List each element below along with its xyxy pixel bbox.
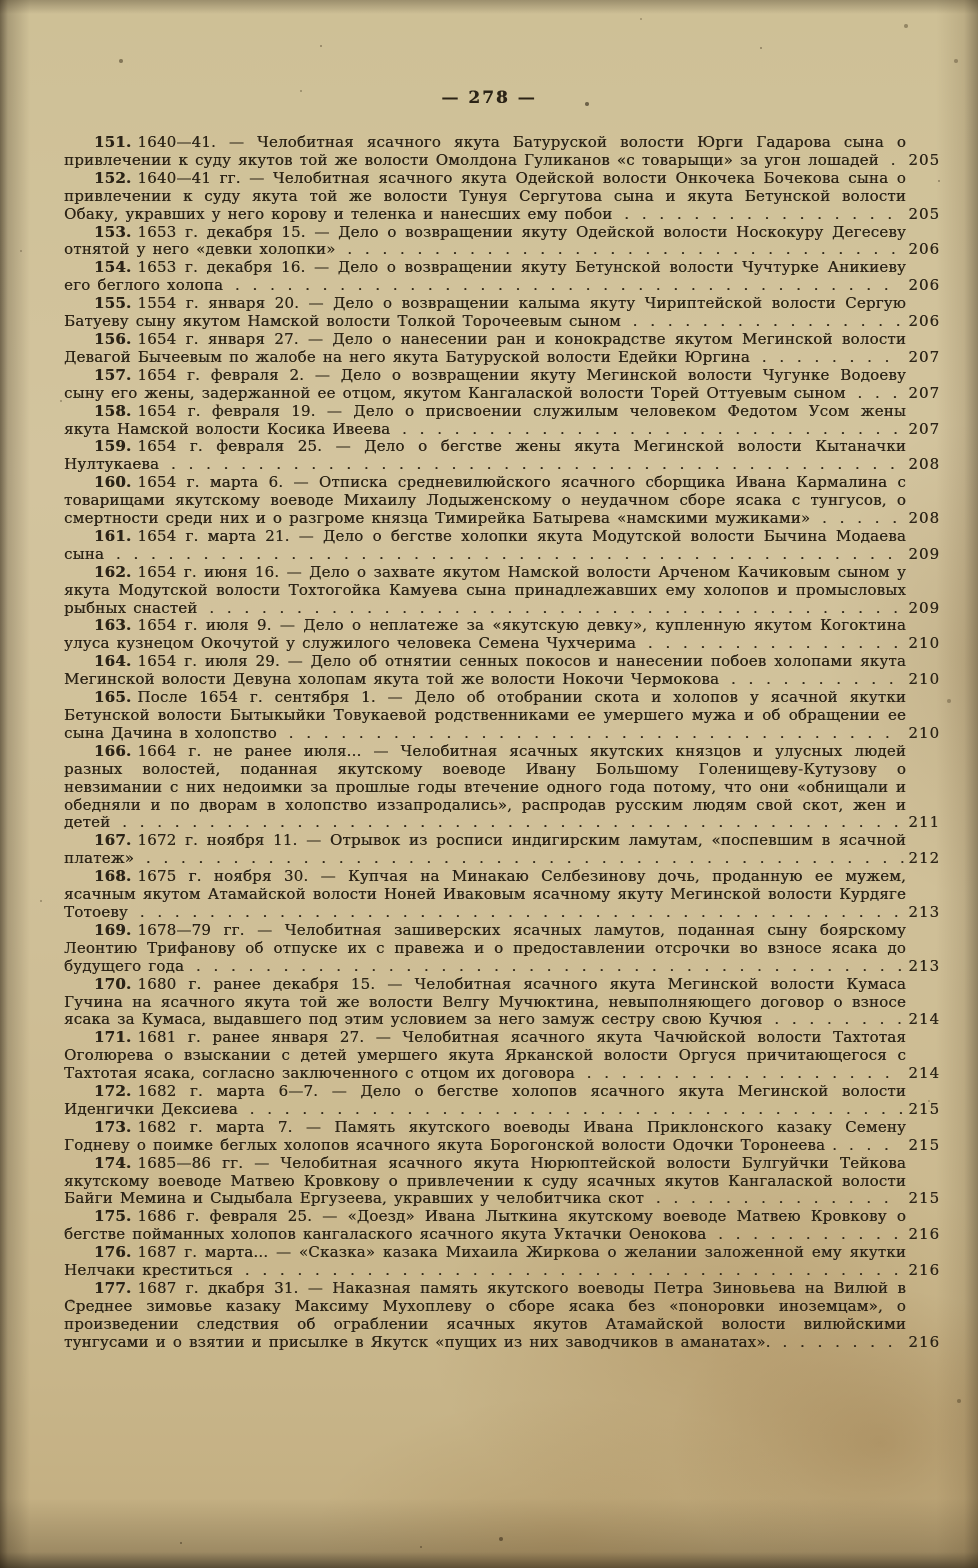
entry-number: 174. [94,1153,132,1172]
entry-text: 1654 г. июля 29. — Дело об отнятии сенных покосов и нанесении побоев холопами якута Мегинской волости Девуна холопам якута той же волости Нокочи Чермокова [64,652,906,689]
entry-page-ref: 216 [908,1225,940,1244]
entry-text: 1654 г. июля 9. — Дело о неплатеже за «якутскую девку», купленную якутом Когоктина улуса кузнецом Окочутой у служилого человека Семена Чухчерима [64,616,906,653]
entry-text: 1640—41. — Челобитная ясачного якута Батуруской волости Юрги Гадарова сына о привлечении к суду якутов той же волости Омолдона Гуликанов «с товарыщи» за угон лошадей [64,133,906,169]
toc-entry [64,403,940,439]
dot-leader: . . . . . . . . . . . . . . . . . . . . . . . . . . . . . . . . . . . . . . [223,276,890,295]
entry-number: 172. [94,1082,132,1101]
dot-leader: . . . . . . . . . . . . . . . . . . . . . . . . . . . . . . . . [335,240,897,259]
entry-text: 1672 г. ноября 11. — Отрывок из росписи индигирским ламутам, «поспевшим в ясачной платеж» [64,831,906,868]
dot-leader: . . . . . . . . . . . . . . . . . . . . . . . . . . . . . . . . . . . . . . [237,1099,905,1118]
dot-leader: . . . . . [810,509,898,528]
entry-number: 157. [94,365,132,384]
entry-text: 1686 г. февраля 25. — «Доезд» Ивана Лыткина якутскому воеводе Матвею Кровкову о бегстве пойманных холопов кангалаского ясачного якута Уктачки Оенокова [64,1207,906,1244]
toc-entry [64,1155,940,1209]
entry-number: 160. [94,473,132,492]
entry-page-ref: 207 [908,347,940,366]
entry-text: 1681 г. ранее января 27. — Челобитная ясачного якута Чачюйской волости Тахтотая Оголюрева о взыскании с детей умершего якута Ярканской волости Оргуся причитающегося с Тахтотая ясака, согласно заключенного с отцом их договора [64,1028,906,1083]
entry-number: 176. [94,1243,132,1262]
toc-entry [64,259,940,295]
entry-number: 161. [94,526,132,545]
page-number-label: — 278 — [441,88,537,108]
entry-page-ref: 216 [908,1332,940,1351]
toc-entry [64,653,940,689]
entry-number: 158. [94,401,132,420]
entry-text: 1682 г. марта 6—7. — Дело о бегстве холопов ясачного якута Мегинской волости Иденгички Дексиева [64,1082,906,1118]
dot-leader: . . . [837,1135,890,1154]
toc-entry [64,331,940,367]
entry-text: 1675 г. ноября 30. — Купчая на Минакаю Селбезинову дочь, проданную ее мужем, ясачным якутом Атамайской волости Ноней Иваковым ясачному якуту Мегинской волости Курдяге Тотоеву [64,867,906,921]
toc-entry [64,1280,940,1352]
entry-text: 1680 г. ранее декабря 15. — Челобитная ясачного якута Мегинской волости Кумаса Гучина на ясачного якута той же волости Велгу Мучюктина, невыполняющего договор о взносе ясака за Кумаса, выдавшего под этим условием за него замуж сестру свою Кучюя [64,974,906,1029]
dot-leader: . . . . . . . [770,1332,894,1351]
entry-text: 1654 г. февраля 19. — Дело о присвоении служилым человеком Федотом Усом жены якута Намской волости Косика Ивеева [64,401,906,438]
toc-entry [64,1029,940,1083]
entry-text: 1654 г. июня 16. — Дело о захвате якутом Намской волости Арченом Качиковым сыном у якута Модутской волости Тохтогойка Камуева сына принадлежавших ему холопов и промысловых рыбных снастей [64,562,906,617]
toc-entry [64,1208,940,1244]
dot-leader: . . . . . . . . . . . . . . . . . . . . . . . . . . . . . [390,419,899,438]
entry-text: 1654 г. марта 21. — Дело о бегстве холопки якута Модутской волости Бычина Модаева сына [64,526,906,563]
entry-number: 175. [94,1207,132,1226]
toc-entry [64,922,940,976]
entry-number: 153. [94,222,132,241]
entry-page-ref: 206 [908,240,940,259]
toc-entry [64,474,940,528]
entry-number: 164. [94,652,132,671]
dot-leader: . . . . . . . . . . . . . . . . . . . . . . . . . . . . . . . . . . . . . . . . . . [159,455,896,474]
entry-number: 163. [94,616,132,635]
entry-text: 1554 г. января 20. — Дело о возвращении калыма якуту Чириптейской волости Сергую Батуеву сыну якутом Намской волости Толкой Торочеевым сыном [64,294,906,331]
toc-entry [64,134,940,170]
entry-text: 1678—79 гг. — Челобитная зашиверских ясачных ламутов, поданная сыну боярскому Леонтию Трифанову об отпуске их с правежа и о предоставлении отсрочки во взносе ясака до будущего года [64,920,906,975]
toc-entry [64,1119,940,1155]
entry-number: 177. [94,1279,132,1297]
dot-leader: . . . . . . . . . . . . . . . . . . . . . . . . . . . . . . . . . . . . . . [232,1261,900,1280]
toc-entry [64,367,940,403]
dot-leader: . . . . . . . . . . . [706,1225,900,1244]
dot-leader: . . . [845,383,899,402]
toc-entry [64,689,940,743]
toc-entry [64,617,940,653]
entry-text: 1653 г. декабря 15. — Дело о возвращении якуту Одейской волости Носкокуру Дегесеву отнятой у него «девки холопки» [64,222,906,259]
toc-entry [64,170,940,224]
entry-text: 1664 г. не ранее июля... — Челобитная ясачных якутских князцов и улусных людей разных волостей, поданная якутскому воеводе Ивану Большому Голенищеву-Кутузову о невзимании с них недоимки за прошлые годы втечение одного года потому, что они «обнищали и обедняли и по дворам в холопство иззапродались», распродав русским людям свой скот, жен и детей [64,741,906,832]
entry-page-ref: 215 [908,1099,940,1118]
entry-number: 166. [94,741,132,760]
entry-text: 1687 г. марта... — «Сказка» казака Михаила Жиркова о желании заложенной ему якутки Нелчаки креститься [64,1243,906,1280]
dot-leader: . . . . . . . . . . . . . . . . . . . . . . . . . . . . . . . . . . . [276,723,891,742]
entry-page-ref: 213 [908,902,940,921]
dot-leader: . . . . . . . . [762,1010,903,1029]
toc-entry [64,868,940,922]
entry-text: 1687 г. дкабря 31. — Наказная память якутского воеводы Петра Зиновьева на Вилюй в Среднее зимовье казаку Максиму Мухоплеву о сборе ясака без «поноровки иноземцам», о произведении следствия об ограблении ясачных якутов Атамайской волости вилюйскими тунгусами и о взятии и присылке в Якутск «пущих из них заводчиков в аманатах». [64,1279,906,1351]
toc-entry [64,224,940,260]
entry-number: 152. [94,168,132,187]
toc-entry [64,832,940,868]
entry-page-ref: 207 [908,419,940,438]
entry-page-ref: 210 [908,723,940,742]
entry-number: 169. [94,920,132,939]
toc-entry [64,438,940,474]
toc-entry [64,743,940,833]
entry-page-ref: 210 [908,634,940,653]
entry-number: 156. [94,329,132,348]
entry-page-ref: 215 [908,1135,940,1154]
entry-page-ref: 210 [908,670,940,689]
dot-leader: . [878,150,897,169]
entry-page-ref: 208 [908,509,940,528]
entry-page-ref: 216 [908,1261,940,1280]
toc-entry [64,1083,940,1119]
dot-leader: . . . . . . . . . . . . . . . . . . . . . . . . . . . . . . . . . . . . . . . . . [184,956,904,975]
entry-number: 167. [94,831,132,850]
entry-page-ref: 211 [908,813,940,832]
dot-leader: . . . . . . . . . . . . . . . . . . . . . . . . . . . . . . . . . . . . . . . . . . . . . [110,813,900,832]
entry-text: После 1654 г. сентября 1. — Дело об отобрании скота и холопов у ясачной якутки Бетунской волости Бытыкыйки Товукаевой родственниками ее умершего мужа и об обращении ее сына Дачина в холопство [64,688,906,742]
entry-number: 151. [94,133,132,151]
entry-page-ref: 209 [908,544,940,563]
dot-leader: . . . . . . . . [749,347,891,366]
dot-leader: . . . . . . . . . . . . . . . . [612,204,893,223]
entry-page-ref: 206 [908,276,940,295]
entry-page-ref: 214 [908,1010,940,1029]
entry-page-ref: 205 [908,150,940,169]
dot-leader: . . . . . . . . . . [719,670,895,689]
entry-text: 1653 г. декабря 16. — Дело о возвращении якуту Бетунской волости Чучтурке Аникиеву его беглого холопа [64,258,906,295]
entry-number: 155. [94,294,132,313]
dot-leader: . . . . . . . . . . . . . . . . . . [574,1064,891,1083]
entry-text: 1654 г. марта 6. — Отписка средневилюйского ясачного сборщика Ивана Кармалина с товарищами якутскому воеводе Михаилу Лодыженскому о неудачном сборе ясака с тунгусов, о смертности среди них и о разгроме князца Тимирейка Батырева «намскими мужиками» [64,473,906,528]
entry-page-ref: 207 [908,383,940,402]
toc-entry [64,295,940,331]
dot-leader: . . . . . . . . . . . . . . . . . . . . . . . . . . . . . . . . . . . . . . . . . . . . [134,849,906,868]
entry-page-ref: 215 [908,1189,940,1208]
entry-page-ref: 213 [908,956,940,975]
entry-number: 154. [94,258,132,277]
toc-entry [64,976,940,1030]
dot-leader: . . . . . . . . . . . . . . . [636,634,900,653]
entry-text: 1685—86 гг. — Челобитная ясачного якута Нюрюптейской волости Булгуйчки Тейкова якутскому воеводе Матвею Кровкову о привлечении к суду ясачных якутов Кангалаской волости Байги Мемина и Сыдыбала Ергузеева, укравших у челобитчика скот [64,1153,906,1208]
entry-page-ref: 205 [908,204,940,223]
toc-entry [64,1244,940,1280]
dot-leader: . . . . . . . . . . . . . . . . . . . . . . . . . . . . . . . . . . . . . . . . . . . . [127,902,900,921]
dot-leader: . . . . . . . . . . . . . . [644,1189,890,1208]
entry-text: 1682 г. марта 7. — Память якутского воеводы Ивана Приклонского казаку Семену Годневу о поимке беглых холопов ясачного якута Борогонской волости Одочки Торонеева . [64,1117,906,1154]
entry-number: 171. [94,1028,132,1047]
entry-number: 162. [94,562,132,581]
dot-leader: . . . . . . . . . . . . . . . . . . . . . . . . . . . . . . . . . . . . . . . . . . . . . [104,544,894,563]
table-of-contents [0,108,978,1352]
entry-number: 165. [94,688,132,707]
page-number-header [0,0,978,108]
entry-page-ref: 209 [908,598,940,617]
entry-text: 1654 г. января 27. — Дело о нанесении ран и конокрадстве якутом Мегинской волости Девагой Бычеевым по жалобе на него якута Батуруской волости Едейки Юргина [64,329,906,366]
dot-leader: . . . . . . . . . . . . . . . . [620,312,902,331]
entry-text: 1640—41 гг. — Челобитная ясачного якута Одейской волости Онкочека Бочекова сына о привлечении к суду якута той же волости Тунуя Сергутова сына и якута Бетунской волости Обаку, укравших у него корову и теленка и нанесших ему побои [64,168,906,223]
toc-entry [64,564,940,618]
entry-number: 173. [94,1117,132,1136]
entry-page-ref: 206 [908,312,940,331]
entry-number: 159. [94,437,132,456]
entry-number: 170. [94,974,132,993]
entry-text: 1654 г. февраля 25. — Дело о бегстве жены якута Мегинской волости Кытаначки Нултукаева [64,437,906,474]
toc-entry [64,528,940,564]
entry-number: 168. [94,867,132,886]
entry-page-ref: 208 [908,455,940,474]
entry-text: 1654 г. февраля 2. — Дело о возвращении якуту Мегинской волости Чугунке Водоеву сыну его жены, задержанной ее отцом, якутом Кангалаской волости Торей Оттуевым сыном [64,365,906,402]
dot-leader: . . . . . . . . . . . . . . . . . . . . . . . . . . . . . . . . . . . . . . . . [197,598,899,617]
entry-page-ref: 212 [908,849,940,868]
entry-page-ref: 214 [908,1064,940,1083]
